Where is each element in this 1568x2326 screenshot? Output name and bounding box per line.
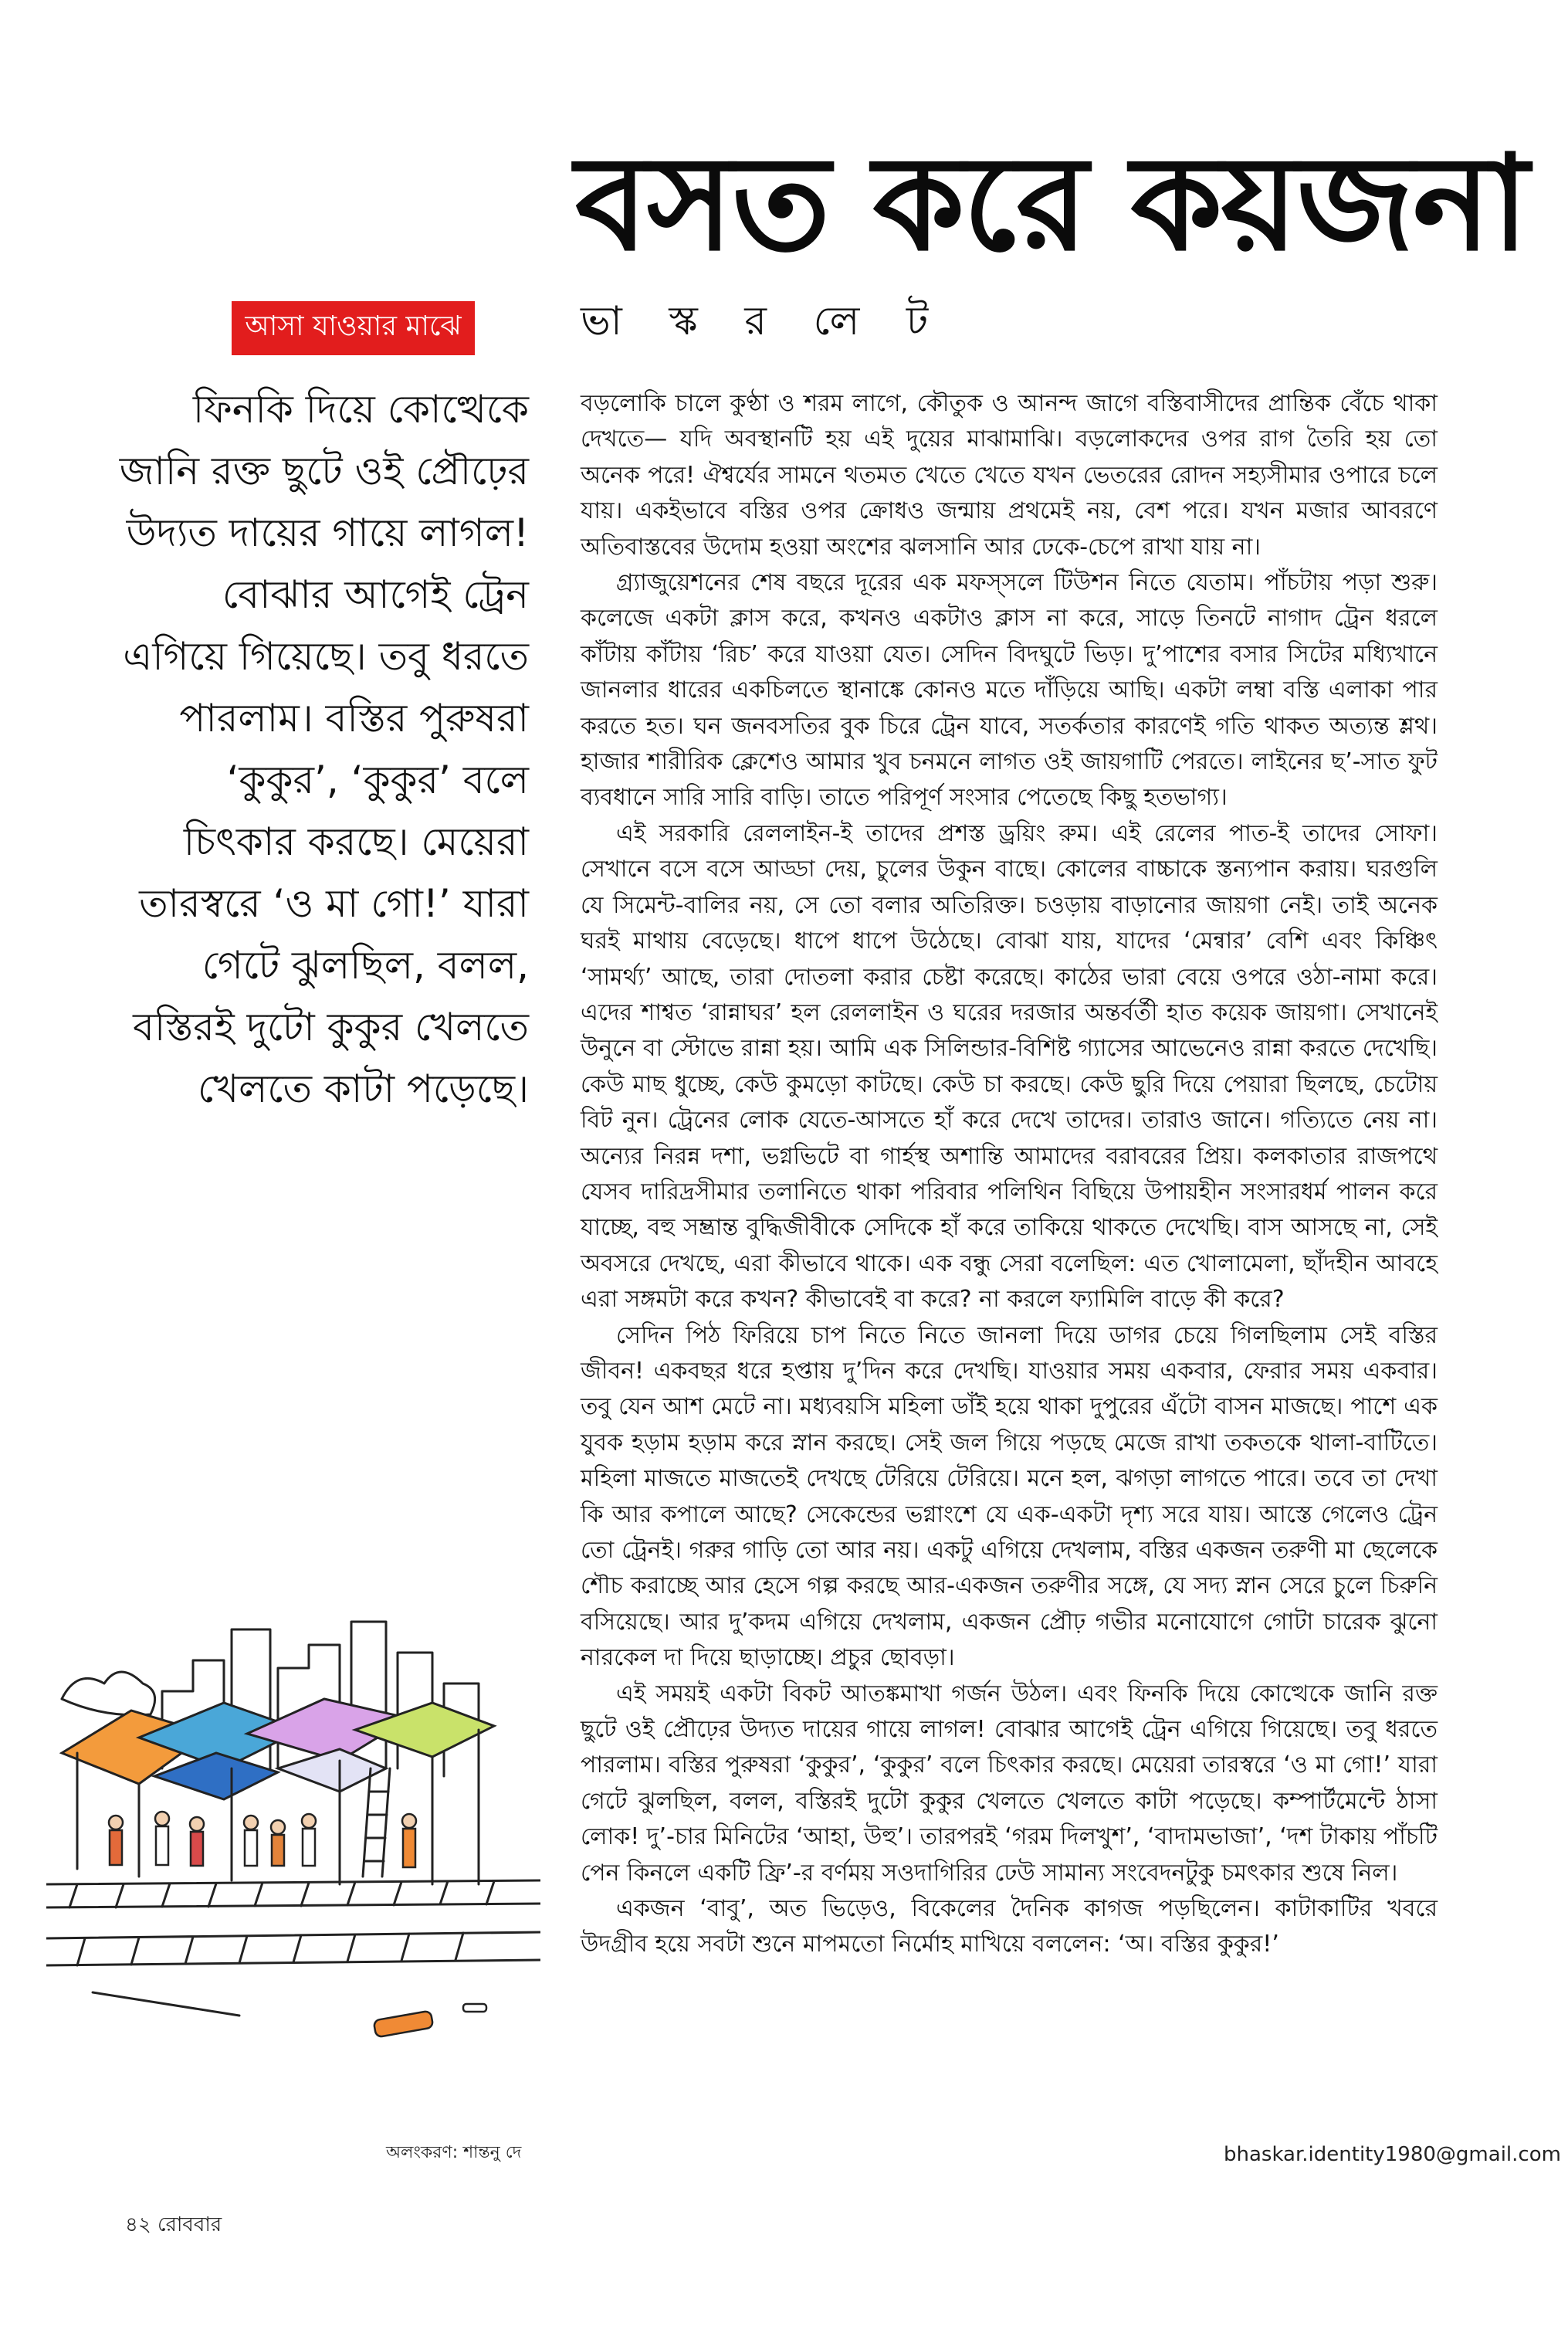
body-paragraph: এই সরকারি রেললাইন-ই তাদের প্রশস্ত ড্রয়িং রুম। এই রেলের পাত-ই তাদের সোফা। সেখানে বসে বসে আড্ডা দেয়, চুলের উকুন বাছে। কোলের বাচ্চাকে স্তন্যপান করায়। ঘরগুলি যে সিমেন্ট-বালির নয়, সে তো বলার অতিরিক্ত। চওড়ায় বাড়ানোর জায়গা নেই। তাই অনেক ঘরই মাথায় বেড়েছে। ধাপে ধাপে উঠেছে। বোঝা যায়, যাদের ‘মেন্বার’ বেশি এবং কিঞ্চিৎ ‘সামর্থ্য’ আছে, তারা দোতলা করার চেষ্টা করেছে। কাঠের ভারা বেয়ে ওপরে ওঠা-নামা করে। এদের শাশ্বত ‘রান্নাঘর’ হল রেললাইন ও ঘরের দরজার অন্তর্বর্তী হাত কয়েক জায়গা। সেখানেই উনুনে বা স্টোভে রান্না হয়। আমি এক সিলিন্ডার-বিশিষ্ট গ্যাসের আভেনেও রান্না করতে দেখেছি। কেউ মাছ ধুচ্ছে, কেউ কুমড়ো কাটছে। কেউ চা করছে। কেউ ছুরি দিয়ে পেয়ারা ছিলছে, চেটোয় বিট নুন। ট্রেনের লোক যেতে-আসতে হাঁ করে দেখে তাদের। তারাও জানে। গত্যিতে নেয় না। অন্যের নিরন্ন দশা, ভগ্নভিটে বা গার্হস্থ অশান্তি আমাদের বরাবরের প্রিয়। কলকাতার রাজপথে যেসব দারিদ্রসীমার তলানিতে থাকা পরিবার পলিথিন বিছিয়ে উপায়হীন সংসারধর্ম পালন করে যাচ্ছে, বহু সম্ভ্রান্ত বুদ্ধিজীবীকে সেদিকে হাঁ করে তাকিয়ে থাকতে দেখেছি। বাস আসছে না, সেই অবসরে দেখছে, এরা কীভাবে থাকে। এক বন্ধু সেরা বলেছিল: এত খোলামেলা, ছাঁদহীন আবহে এরা সঙ্গমটা করে কখন? কীভাবেই বা করে? না করলে ফ্যামিলি বাড়ে কী করে? (581, 819, 1438, 1314)
slum-railway-illustration (46, 1575, 540, 2070)
author-byline: ভা স্ক র লে ট (581, 298, 946, 344)
body-paragraph: গ্র্যাজুয়েশনের শেষ বছরে দূরের এক মফস্সলে টিউশন নিতে যেতাম। পাঁচটায় পড়া শুরু। কলেজে একটা ক্লাস করে, কখনও একটাও ক্লাস না করে, সাড়ে তিনটে নাগাদ ট্রেন ধরলে কাঁটায় কাঁটায় ‘রিচ’ করে যাওয়া যেত। সেদিন বিদঘুটে ভিড়। দু’পাশের বসার সিটের মধ্যিখানে জানলার ধারের একচিলতে স্থানাঙ্কে কোনও মতে দাঁড়িয়ে আছি। একটা লম্বা বস্তি এলাকা পার করতে হত। ঘন জনবসতির বুক চিরে ট্রেন যাবে, সতর্কতার কারণেই গতি থাকত অত্যন্ত শ্লথ। হাজার শারীরিক ক্লেশেও আমার খুব চনমনে লাগত ওই জায়গাটি পেরতে। লাইনের ছ’-সাত ফুট ব্যবধানে সারি সারি বাড়ি। তাতে পরিপূর্ণ সংসার পেতেছে কিছু হতভাগ্য। (581, 569, 1438, 812)
article-body (581, 386, 1438, 1963)
article-title: বসত করে কয়জনা (575, 127, 1528, 280)
page-folio: ৪২ রোববার (125, 2213, 222, 2236)
illustration-credit: অলংকরণ: শান্তনু দে (386, 2143, 522, 2162)
pull-quote: ফিনকি দিয়ে কোত্থেকে জানি রক্ত ছুটে ওই প্রৌঢ়ের উদ্যত দায়ের গায়ে লাগল! বোঝার আগেই ট্রেন এগিয়ে গিয়েছে। তবু ধরতে পারলাম। বস্তির পুরুষরা ‘কুকুর’, ‘কুকুর’ বলে চিৎকার করছে। মেয়েরা তারস্বরে ‘ও মা গো!’ যারা গেটে ঝুলছিল, বলল, বস্তিরই দুটো কুকুর খেলতে খেলতে কাটা পড়েছে। (119, 387, 529, 1111)
body-paragraph: বড়লোকি চালে কুণ্ঠা ও শরম লাগে, কৌতুক ও আনন্দ জাগে বস্তিবাসীদের প্রান্তিক বেঁচে থাকা দেখতে— যদি অবস্থানটি হয় এই দুয়ের মাঝামাঝি। বড়লোকদের ওপর রাগ তৈরি হয় তো অনেক পরে! ঐশ্বর্যের সামনে থতমত খেতে খেতে যখন ভেতরের রোদন সহ্যসীমার ওপারে চলে যায়। একইভাবে বস্তির ওপর ক্রোধও জন্মায় প্রথমেই নয়, বেশ পরে। যখন মজার আবরণে অতিবাস্তবের উদোম হওয়া অংশের ঝলসানি আর ঢেকে-চেপে রাখা যায় না। (581, 390, 1438, 561)
body-paragraph: এই সময়ই একটা বিকট আতঙ্কমাখা গর্জন উঠল। এবং ফিনকি দিয়ে কোত্থেকে জানি রক্ত ছুটে ওই প্রৌঢ়ের উদ্যত দায়ের গায়ে লাগল! বোঝার আগেই ট্রেন এগিয়ে গিয়েছে। তবু ধরতে পারলাম। বস্তির পুরুষরা ‘কুকুর’, ‘কুকুর’ বলে চিৎকার করছে। মেয়েরা তারস্বরে ‘ও মা গো!’ যারা গেটে ঝুলছিল, বলল, বস্তিরই দুটো কুকুর খেলতে খেলতে কাটা পড়েছে। কম্পার্টমেন্টে ঠাসা লোক! দু’-চার মিনিটের ‘আহা, উহু’। তারপরই ‘গরম দিলখুশ’, ‘বাদামভাজা’, ‘দশ টাকায় পাঁচটি পেন কিনলে একটি ফ্রি’-র বর্ণময় সওদাগিরির ঢেউ সামান্য সংবেদনটুকু চমৎকার শুষে নিল। (581, 1680, 1438, 1887)
body-paragraph: সেদিন পিঠ ফিরিয়ে চাপ নিতে নিতে জানলা দিয়ে ডাগর চেয়ে গিলছিলাম সেই বস্তির জীবন! একবছর ধরে হপ্তায় দু’দিন করে দেখছি। যাওয়ার সময় একবার, ফেরার সময় একবার। তবু যেন আশ মেটে না। মধ্যবয়সি মহিলা ডাঁই হয়ে থাকা দুপুরের এঁটো বাসন মাজছে। পাশে এক যুবক হড়াম হড়াম করে স্নান করছে। সেই জল গিয়ে পড়ছে মেজে রাখা তকতকে থালা-বাটিতে। মহিলা মাজতে মাজতেই দেখছে টেরিয়ে টেরিয়ে। মনে হল, ঝগড়া লাগতে পারে। তবে তা দেখা কি আর কপালে আছে? সেকেন্ডের ভগ্নাংশে যে এক-একটা দৃশ্য সরে যায়। আস্তে গেলেও ট্রেন তো ট্রেনই। গরুর গাড়ি তো আর নয়। একটু এগিয়ে দেখলাম, বস্তির একজন তরুণী মা ছেলেকে শৌচ করাচ্ছে আর হেসে গল্প করছে আর-একজন তরুণীর সঙ্গে, যে সদ্য স্নান সেরে চুলে চিরুনি বসিয়েছে। আর দু’কদম এগিয়ে দেখলাম, একজন প্রৌঢ় গভীর মনোযোগে গোটা চারেক ঝুনো নারকেল দা দিয়ে ছাড়াচ্ছে। প্রচুর ছোবড়া। (581, 1321, 1438, 1672)
body-paragraph: একজন ‘বাবু’, অত ভিড়েও, বিকেলের দৈনিক কাগজ পড়ছিলেন। কাটাকাটির খবরে উদগ্রীব হয়ে সবটা শুনে মাপমতো নির্মোহ মাখিয়ে বললেন: ‘অ। বস্তির কুকুর!’ (581, 1895, 1438, 1958)
column-tag: আসা যাওয়ার মাঝে (232, 301, 475, 355)
author-email: bhaskar.identity1980@gmail.com (1224, 2143, 1561, 2166)
